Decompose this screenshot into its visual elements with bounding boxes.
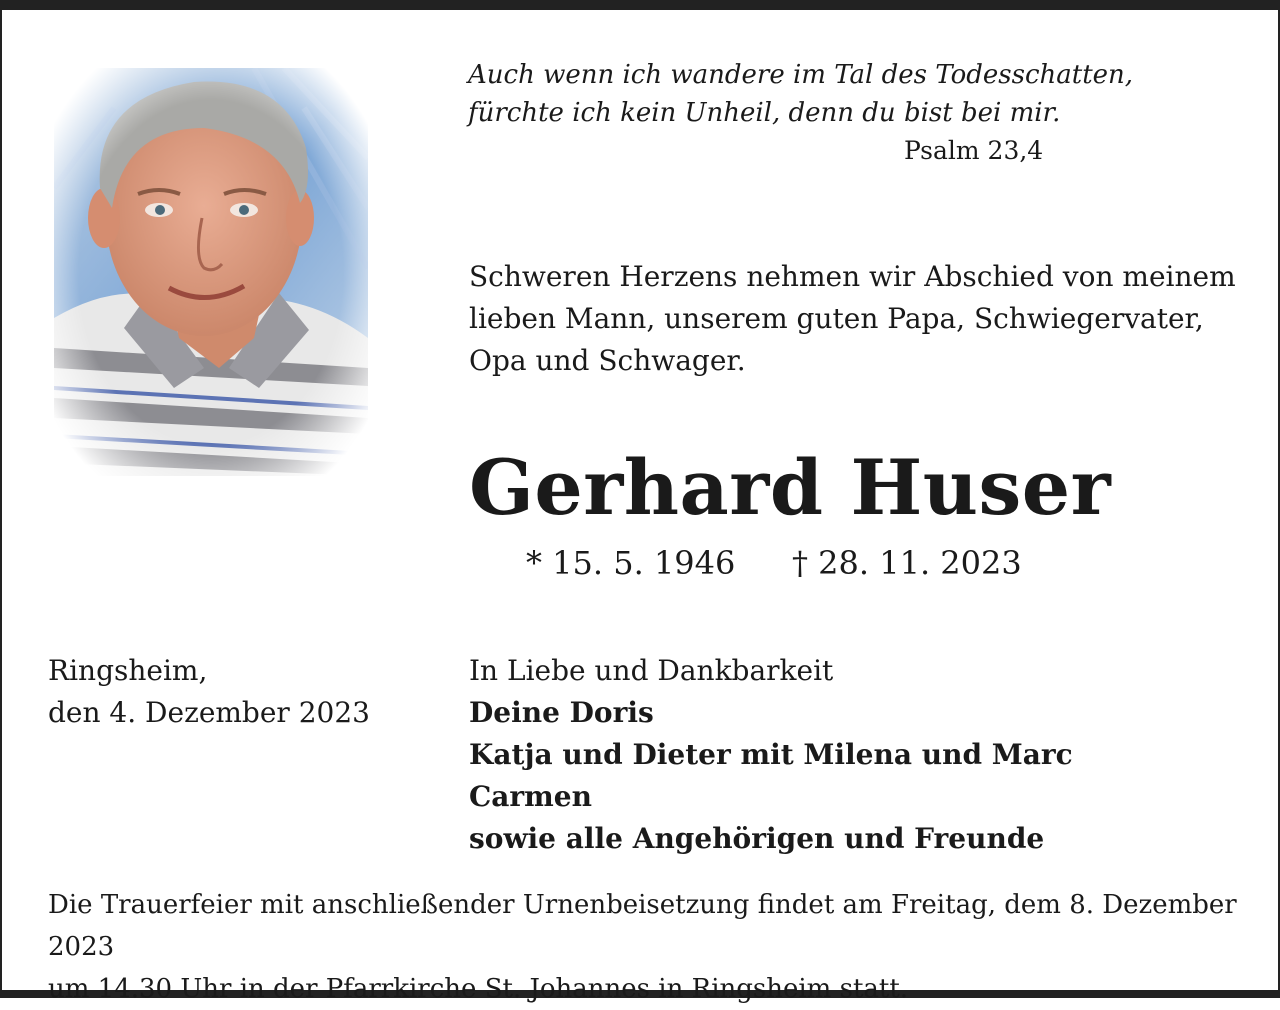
mourner-line: Carmen xyxy=(469,780,592,813)
birth-date: * 15. 5. 1946 xyxy=(526,544,736,582)
farewell-line: Opa und Schwager. xyxy=(469,344,746,377)
verse-source: Psalm 23,4 xyxy=(904,136,1044,165)
mourner-line: sowie alle Angehörigen und Freunde xyxy=(469,822,1045,855)
farewell-line: Schweren Herzens nehmen wir Abschied von meinem xyxy=(469,260,1236,293)
portrait-photo xyxy=(54,68,368,476)
bible-verse xyxy=(468,56,1133,132)
death-date: † 28. 11. 2023 xyxy=(792,544,1022,582)
deceased-name: Gerhard Huser xyxy=(469,443,1112,532)
place: Ringsheim, xyxy=(48,654,208,687)
mourners-block xyxy=(469,650,1073,860)
mourner-line: Deine Doris xyxy=(469,696,654,729)
notice-date: den 4. Dezember 2023 xyxy=(48,696,370,729)
farewell-line: lieben Mann, unserem guten Papa, Schwiegervater, xyxy=(469,302,1204,335)
verse-line: Auch wenn ich wandere im Tal des Todesschatten, xyxy=(468,60,1134,90)
funeral-service-info xyxy=(48,884,1248,1010)
service-line: um 14.30 Uhr in der Pfarrkirche St. Johannes in Ringsheim statt. xyxy=(48,974,909,1004)
verse-line: fürchte ich kein Unheil, denn du bist bei mir. xyxy=(468,98,1061,128)
place-date xyxy=(48,650,370,734)
service-line: Die Trauerfeier mit anschließender Urnenbeisetzung findet am Freitag, dem 8. Dezember 2023 xyxy=(48,890,1237,962)
farewell-text xyxy=(469,256,1259,382)
signoff-phrase: In Liebe und Dankbarkeit xyxy=(469,654,834,687)
mourner-line: Katja und Dieter mit Milena und Marc xyxy=(469,738,1073,771)
